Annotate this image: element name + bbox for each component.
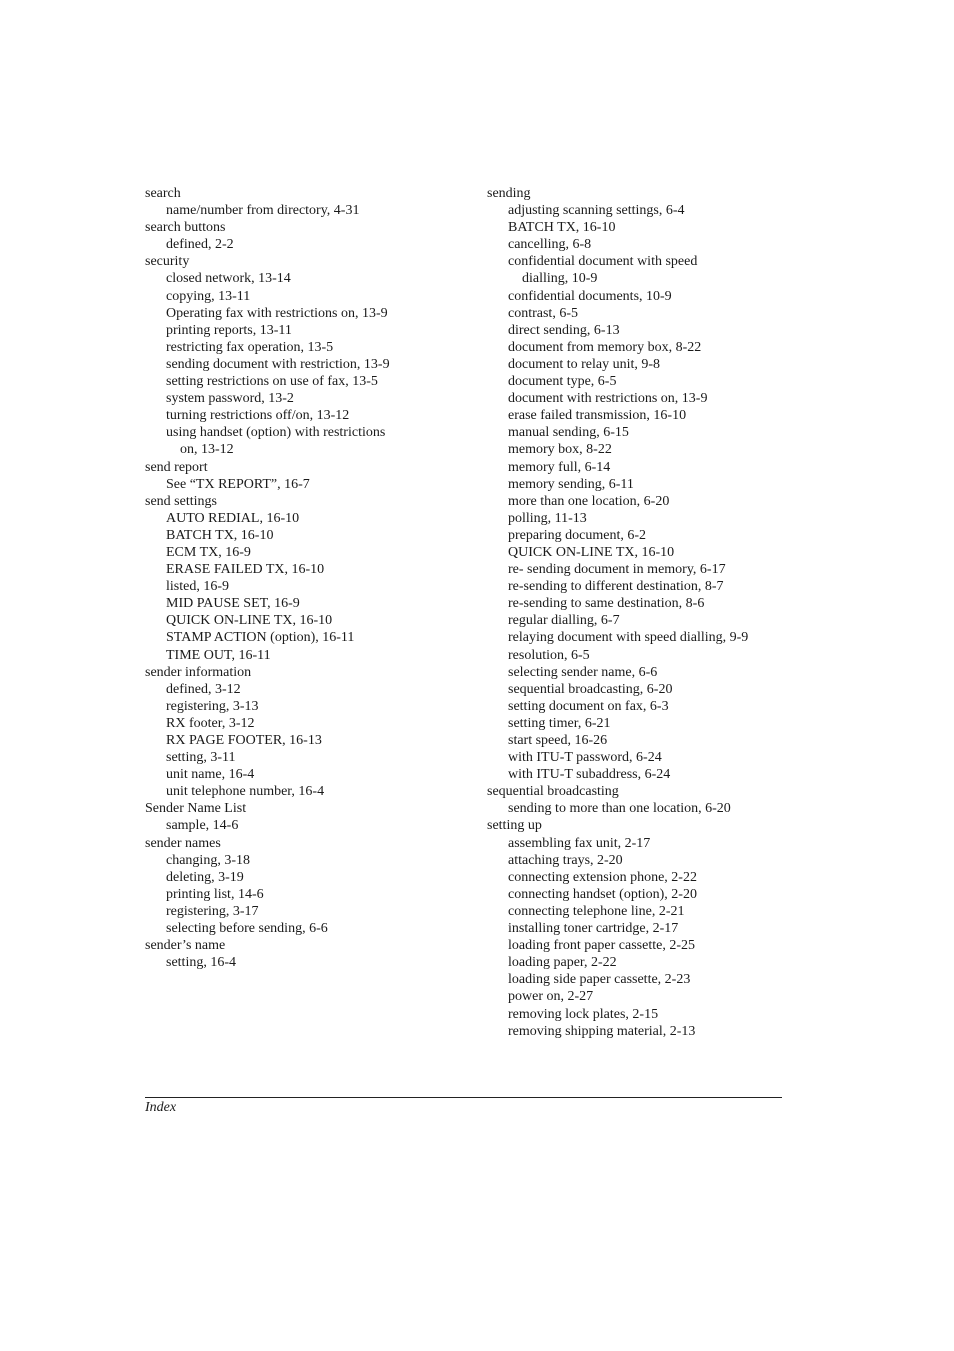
index-subentry: setting document on fax, 6-3 <box>508 698 669 714</box>
index-subentry: setting timer, 6-21 <box>508 715 611 731</box>
index-subentry: connecting telephone line, 2-21 <box>508 903 685 919</box>
index-subentry: document with restrictions on, 13-9 <box>508 391 708 407</box>
index-subentry: Operating fax with restrictions on, 13-9 <box>166 305 388 321</box>
index-subentry: printing list, 14-6 <box>166 886 264 902</box>
index-subentry: adjusting scanning settings, 6-4 <box>508 203 685 219</box>
index-subentry: re-sending to same destination, 8-6 <box>508 596 705 612</box>
index-subentry: attaching trays, 2-20 <box>508 852 623 868</box>
index-heading: sending <box>487 186 531 201</box>
index-subentry: setting, 16-4 <box>166 955 236 971</box>
index-heading: sequential broadcasting <box>487 784 619 800</box>
index-subentry: setting restrictions on use of fax, 13-5 <box>166 374 378 390</box>
index-subentry: unit name, 16-4 <box>166 767 255 783</box>
index-subentry: BATCH TX, 16-10 <box>166 527 274 543</box>
index-subentry: start speed, 16-26 <box>508 733 608 748</box>
index-subentry: loading side paper cassette, 2-23 <box>508 972 691 988</box>
index-subentry: selecting sender name, 6-6 <box>508 664 658 680</box>
index-subentry: installing toner cartridge, 2-17 <box>508 921 679 937</box>
index-subentry: re-sending to different destination, 8-7 <box>508 579 724 595</box>
index-subentry: removing shipping material, 2-13 <box>508 1023 696 1039</box>
index-heading: sender’s name <box>145 938 226 954</box>
index-subentry: cancelling, 6-8 <box>508 237 592 253</box>
index-heading: search buttons <box>145 220 226 236</box>
footer-section-label: Index <box>145 1100 177 1115</box>
index-subentry: re- sending document in memory, 6-17 <box>508 562 726 578</box>
index-subentry: AUTO REDIAL, 16-10 <box>166 510 300 526</box>
index-subentry: manual sending, 6-15 <box>508 425 629 441</box>
index-subentry: RX PAGE FOOTER, 16-13 <box>166 733 322 748</box>
index-subentry: more than one location, 6-20 <box>508 493 670 509</box>
index-subentry: restricting fax operation, 13-5 <box>166 339 334 355</box>
index-heading: search <box>145 186 181 201</box>
index-subentry: direct sending, 6-13 <box>508 322 620 338</box>
index-subentry: erase failed transmission, 16-10 <box>508 408 687 424</box>
index-subentry: setting, 3-11 <box>166 750 236 766</box>
index-column-right <box>487 185 797 1040</box>
index-heading: security <box>145 254 190 270</box>
index-subentry: registering, 3-13 <box>166 698 259 714</box>
index-subentry: sample, 14-6 <box>166 818 239 834</box>
index-subentry: confidential document with speed <box>508 254 698 270</box>
index-heading: send report <box>145 459 208 475</box>
index-subentry: document to relay unit, 9-8 <box>508 356 661 372</box>
index-subentry: memory full, 6-14 <box>508 459 611 475</box>
index-subentry: ERASE FAILED TX, 16-10 <box>166 562 325 578</box>
index-subentry: polling, 11-13 <box>508 510 587 526</box>
index-subentry: document type, 6-5 <box>508 374 617 390</box>
index-subentry: MID PAUSE SET, 16-9 <box>166 596 300 612</box>
index-subentry: memory sending, 6-11 <box>508 476 634 492</box>
index-subentry: unit telephone number, 16-4 <box>166 784 325 800</box>
index-subentry: resolution, 6-5 <box>508 647 590 663</box>
index-subentry: with ITU-T password, 6-24 <box>508 750 662 766</box>
index-subentry: relaying document with speed dialling, 9-9 <box>508 630 749 646</box>
index-subentry: sending to more than one location, 6-20 <box>508 801 731 817</box>
index-subentry: BATCH TX, 16-10 <box>508 220 616 236</box>
index-subentry: RX footer, 3-12 <box>166 715 255 731</box>
index-continuation: dialling, 10-9 <box>522 271 598 287</box>
index-subentry: defined, 3-12 <box>166 681 241 697</box>
index-column-left <box>145 185 465 971</box>
footer-divider <box>145 1097 782 1098</box>
index-subentry: confidential documents, 10-9 <box>508 288 672 304</box>
index-subentry: removing lock plates, 2-15 <box>508 1006 659 1022</box>
index-subentry: copying, 13-11 <box>166 288 251 304</box>
index-subentry: sending document with restriction, 13-9 <box>166 356 390 372</box>
index-subentry: loading paper, 2-22 <box>508 955 617 971</box>
index-heading: sender information <box>145 664 252 680</box>
index-subentry: contrast, 6-5 <box>508 305 578 321</box>
index-subentry: registering, 3-17 <box>166 903 259 919</box>
index-subentry: ECM TX, 16-9 <box>166 544 251 560</box>
index-subentry: QUICK ON-LINE TX, 16-10 <box>166 613 333 629</box>
index-subentry: with ITU-T subaddress, 6-24 <box>508 767 671 783</box>
index-subentry: connecting handset (option), 2-20 <box>508 886 697 902</box>
index-heading: Sender Name List <box>145 801 247 817</box>
index-subentry: defined, 2-2 <box>166 237 234 253</box>
index-subentry: preparing document, 6-2 <box>508 527 647 543</box>
index-subentry: system password, 13-2 <box>166 391 294 407</box>
index-subentry: listed, 16-9 <box>166 579 229 595</box>
index-subentry: sequential broadcasting, 6-20 <box>508 681 673 697</box>
index-subentry: printing reports, 13-11 <box>166 322 292 338</box>
index-subentry: using handset (option) with restrictions <box>166 425 386 441</box>
index-subentry: turning restrictions off/on, 13-12 <box>166 408 350 424</box>
index-subentry: See “TX REPORT”, 16-7 <box>166 476 310 492</box>
index-heading: sender names <box>145 835 221 851</box>
index-subentry: document from memory box, 8-22 <box>508 339 702 355</box>
index-subentry: regular dialling, 6-7 <box>508 613 620 629</box>
index-subentry: name/number from directory, 4-31 <box>166 203 360 219</box>
index-subentry: memory box, 8-22 <box>508 442 612 458</box>
index-subentry: power on, 2-27 <box>508 989 594 1005</box>
index-subentry: changing, 3-18 <box>166 852 250 868</box>
index-subentry: closed network, 13-14 <box>166 271 291 287</box>
index-subentry: TIME OUT, 16-11 <box>166 647 271 663</box>
index-subentry: connecting extension phone, 2-22 <box>508 869 697 885</box>
index-subentry: deleting, 3-19 <box>166 869 244 885</box>
index-heading: setting up <box>487 818 542 834</box>
index-subentry: QUICK ON-LINE TX, 16-10 <box>508 544 675 560</box>
index-subentry: selecting before sending, 6-6 <box>166 921 328 937</box>
index-heading: send settings <box>145 493 217 509</box>
index-subentry: assembling fax unit, 2-17 <box>508 835 651 851</box>
index-continuation: on, 13-12 <box>180 442 234 458</box>
index-subentry: STAMP ACTION (option), 16-11 <box>166 630 355 646</box>
index-subentry: loading front paper cassette, 2-25 <box>508 938 695 954</box>
